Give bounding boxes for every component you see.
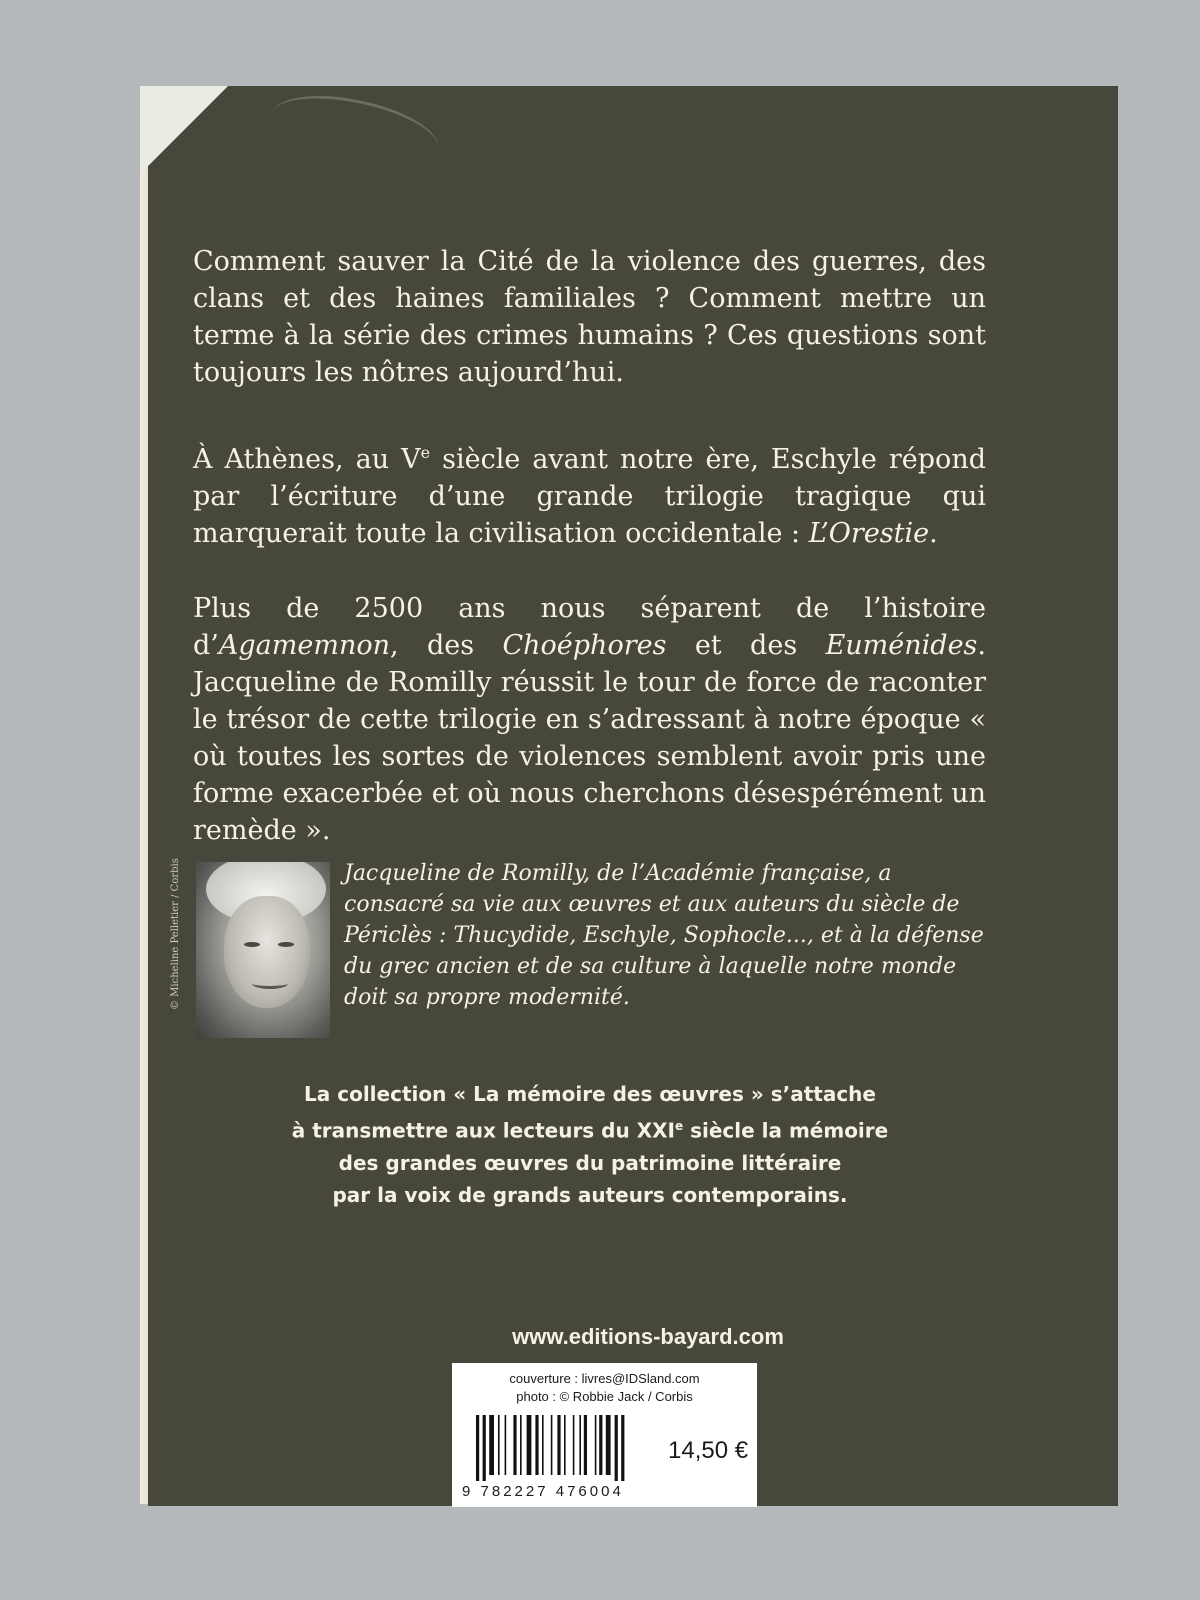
author-bio: Jacqueline de Romilly, de l’Académie française, a consacré sa vie aux œuvres et aux auteurs du siècle de Périclès : Thucydide, Eschyle, Sophocle..., et à la défense du grec ancien et de sa culture à laquelle notre monde doit sa propre modernité. [344,861,984,1010]
photo-credit: © Micheline Pelletier / Corbis [170,858,181,1010]
publisher-website: www.editions-bayard.com [512,1324,784,1349]
collection-blurb [190,1078,990,1211]
barcode-icon [476,1415,662,1481]
collection-line-2: à transmettre aux lecteurs du XXIe siècle la mémoire [291,1118,889,1143]
cover-credit: couverture : livres@IDSland.com [509,1371,700,1386]
price: 14,50 € [668,1437,749,1464]
author-photo [196,862,330,1038]
cover-photo-credit: photo : © Robbie Jack / Corbis [516,1389,693,1404]
paragraph-intro: Comment sauver la Cité de la violence des guerres, des clans et des haines familiales ? Comment mettre un terme à la série des crimes humains ? Ces questions sont toujours les nôtres aujourd’hui. [193,246,986,388]
paragraph-athens: À Athènes, au Ve siècle avant notre ère, Eschyle répond par l’écriture d’une grande trilogie tragique qui marquerait toute la civilisation occidentale : L’Orestie. [193,443,986,549]
collection-line-3: des grandes œuvres du patrimoine littéraire [338,1150,842,1175]
collection-line-1: La collection « La mémoire des œuvres » s’attache [304,1082,876,1106]
paragraph-trilogy: Plus de 2500 ans nous séparent de l’histoire d’Agamemnon, des Choéphores et des Euménides. Jacqueline de Romilly réussit le tour de force de raconter le trésor de cette trilogie en s’adressant à notre époque « où toutes les sortes de violences semblent avoir pris une forme exacerbée et où nous cherchons désespérément un remède ». [193,593,986,846]
isbn-number: 9 782227 476004 [462,1483,624,1500]
price-label [452,1363,757,1507]
collection-line-4: par la voix de grands auteurs contemporains. [332,1182,848,1207]
